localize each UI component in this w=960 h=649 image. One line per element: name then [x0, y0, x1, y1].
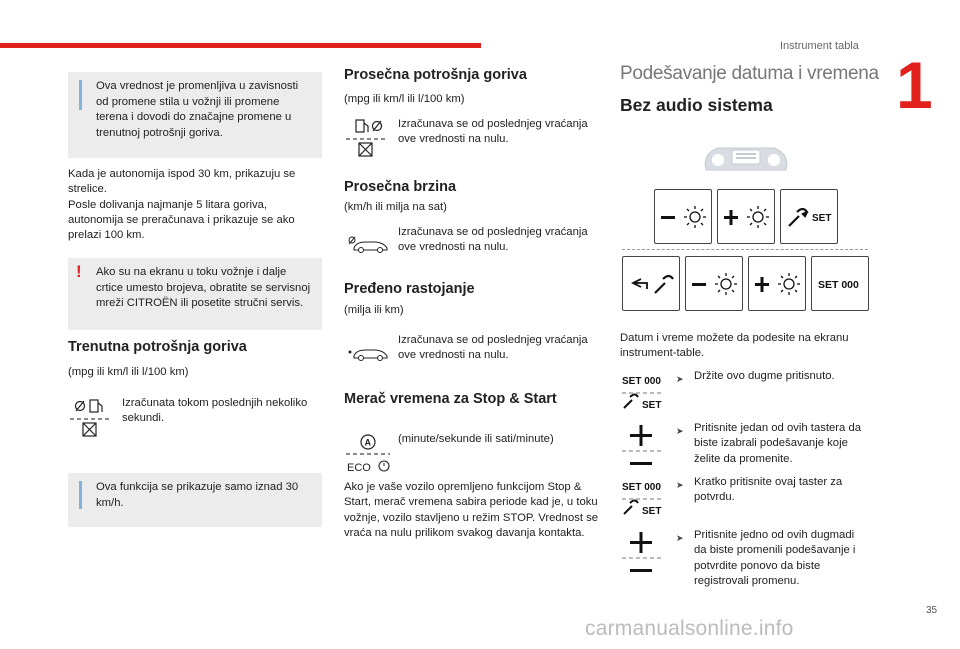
svg-text:SET 000: SET 000	[622, 482, 661, 493]
step-3: Kratko pritisnite ovaj taster za potvrdu.	[694, 476, 843, 504]
heading-brzina: Prosečna brzina	[344, 179, 457, 195]
unit-trenutna: (mpg ili km/l ili l/100 km)	[68, 366, 189, 378]
key-back-wrench[interactable]	[622, 256, 680, 311]
key-plus-brightness-2[interactable]	[748, 256, 806, 311]
eco-label: ECO	[347, 462, 371, 474]
key-plus-brightness[interactable]	[717, 189, 775, 244]
desc-merac: Ako je vaše vozilo opremljeno funkcijom Stop & Start, merač vremena sabira periode kad je, u toku vožnje, vozilo stavljeno u režim STOP. Vrednost se vraća na nulu prilikom svakog davanja kontakta.	[344, 481, 599, 539]
distance-car-icon	[344, 342, 390, 362]
unit-rastojanje: (milja ili km)	[344, 304, 404, 316]
svg-text:A: A	[364, 437, 371, 448]
section-title: Podešavanje datuma i vremena	[620, 63, 879, 84]
svg-text:SET: SET	[642, 400, 662, 411]
key-set-000[interactable]	[811, 256, 869, 311]
info-note-2: Ova funkcija se prikazuje samo iznad 30 km/h.	[68, 473, 322, 527]
step-4: Pritisnite jedno od ovih dugmadi da biste promenili podešavanje i potvrdite ponovo da biste registrovali promenu.	[694, 529, 856, 587]
instrument-cluster-icon	[700, 142, 792, 176]
desc-brzina: Izračunava se od poslednjeg vraćanja ove vrednosti na nulu.	[398, 226, 588, 254]
info-icon	[79, 481, 82, 509]
svg-text:SET: SET	[812, 213, 832, 224]
bullet-icon: ➤	[676, 426, 684, 436]
section-header: Instrument tabla	[780, 40, 859, 52]
unit-brzina: (km/h ili milja na sat)	[344, 201, 447, 213]
step-1: Držite ovo dugme pritisnuto.	[694, 370, 835, 382]
bullet-icon: ➤	[676, 533, 684, 543]
subsection-title: Bez audio sistema	[620, 95, 773, 115]
unit-merac: (minute/sekunde ili sati/minute)	[398, 433, 554, 445]
desc-rastojanje: Izračunava se od poslednjeg vraćanja ove vrednosti na nulu.	[398, 334, 588, 362]
key-minus-brightness[interactable]	[654, 189, 712, 244]
heading-merac: Merač vremena za Stop & Start	[344, 391, 557, 407]
average-speed-car-icon	[344, 234, 390, 254]
page-number: 35	[926, 605, 938, 616]
desc-trenutna: Izračunata tokom poslednjih nekoliko sekundi.	[122, 397, 308, 425]
heading-prosecna: Prosečna potrošnja goriva	[344, 67, 527, 83]
info-note-1: Ova vrednost je promenljiva u zavisnosti od promene stila u vožnji ili promene terena i dovodi do značajne promene u trenutnoj potrošnji goriva.	[68, 72, 322, 158]
instant-fuel-icon	[68, 397, 112, 443]
key-wrench-set[interactable]	[780, 189, 838, 244]
plus-minus-icon	[620, 424, 666, 470]
key-minus-brightness-2[interactable]	[685, 256, 743, 311]
heading-trenutna: Trenutna potrošnja goriva	[68, 339, 247, 355]
warning-icon: !	[76, 262, 82, 281]
chapter-number: 1	[896, 48, 933, 122]
warning-note: ! Ako su na ekranu u toku vožnje i dalje crtice umesto brojeva, obratite se servisnoj mreži CITROËN ili posetite stručni servis.	[68, 258, 322, 330]
svg-text:SET: SET	[642, 506, 662, 517]
svg-text:SET 000: SET 000	[818, 279, 859, 291]
separator-dashed	[622, 249, 868, 250]
set000-wrench-set-icon	[620, 372, 666, 412]
intro-text: Datum i vreme možete da podesite na ekranu instrument-table.	[620, 332, 849, 360]
watermark: carmanualsonline.info	[585, 617, 794, 640]
bullet-icon: ➤	[676, 374, 684, 384]
average-fuel-icon	[344, 117, 388, 163]
bullet-icon: ➤	[676, 480, 684, 490]
header-red-bar	[0, 43, 481, 48]
set000-wrench-set-icon-2	[620, 478, 666, 518]
svg-text:SET 000: SET 000	[622, 376, 661, 387]
autonomy-paragraph: Kada je autonomija ispod 30 km, prikazuju se strelice. Posle dolivanja najmanje 5 litara goriva, autonomija se preračunava i prikazuje se ako prelazi 100 km.	[68, 168, 296, 242]
desc-prosecna: Izračunava se od poslednjeg vraćanja ove vrednosti na nulu.	[398, 118, 588, 146]
plus-minus-icon-2	[620, 531, 666, 577]
stop-start-timer-icon	[344, 432, 392, 476]
info-icon	[79, 80, 82, 110]
step-2: Pritisnite jedan od ovih tastera da biste izabrali podešavanje koje želite da promenite.	[694, 422, 862, 465]
heading-rastojanje: Pređeno rastojanje	[344, 281, 475, 297]
unit-prosecna: (mpg ili km/l ili l/100 km)	[344, 93, 465, 105]
